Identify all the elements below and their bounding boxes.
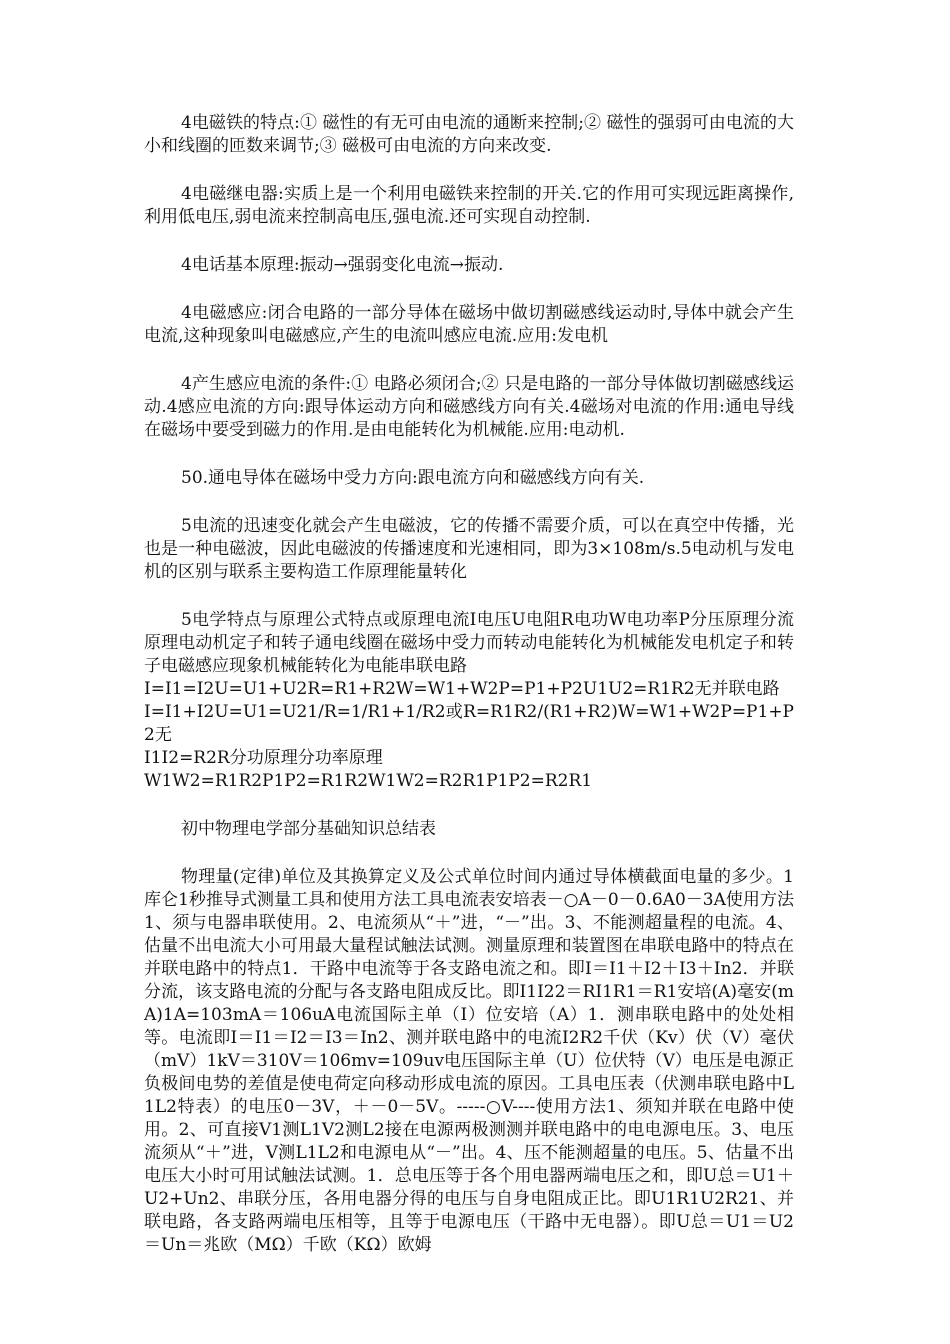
formula-power-line: I1I2=R2R分功原理分功率原理: [144, 748, 383, 768]
paragraph-electromagnet: 4电磁铁的特点:① 磁性的有无可由电流的通断来控制;② 磁性的强弱可由电流的大小和线圈的匝数来调节;③ 磁极可由电流的方向来改变.: [144, 113, 794, 156]
document-body: [144, 112, 794, 1282]
formula-ratio-line: W1W2=R1R2P1P2=R1R2W1W2=R2R1P1P2=R2R1: [144, 771, 593, 791]
paragraph-induction-conditions: 4产生感应电流的条件:① 电路必须闭合;② 只是电路的一部分导体做切割磁感线运动.4感应电流的方向:跟导体运动方向和磁感线方向有关.4磁场对电流的作用:通电导线在磁场中要受到磁力的作用.是由电能转化为机械能.应用:电动机.: [144, 374, 794, 440]
section-heading: 初中物理电学部分基础知识总结表: [181, 819, 436, 839]
formula-block: [144, 609, 794, 793]
paragraph-force-direction: 50.通电导体在磁场中受力方向:跟电流方向和磁感线方向有关.: [181, 468, 645, 488]
paragraph-electromagnetic-wave: 5电流的迅速变化就会产生电磁波，它的传播不需要介质，可以在真空中传播，光也是一种电磁波，因此电磁波的传播速度和光速相同，即为3×108m/s.5电动机与发电机的区别与联系主要构造工作原理能量转化: [144, 516, 794, 582]
formula-series-line: I=I1=I2U=U1+U2R=R1+R2W=W1+W2P=P1+P2U1U2=R1R2无并联电路: [144, 679, 780, 699]
paragraph-induction: 4电磁感应:闭合电路的一部分导体在磁场中做切割磁感线运动时,导体中就会产生电流,这种现象叫电磁感应,产生的电流叫感应电流.应用:发电机: [144, 303, 794, 346]
formula-parallel-line: I=I1+I2U=U1=U21/R=1/R1+1/R2或R=R1R2/(R1+R2)W=W1+W2P=P1+P2无: [144, 702, 794, 745]
formula-intro: 5电学特点与原理公式特点或原理电流I电压U电阻R电功W电功率P分压原理分流原理电动机定子和转子通电线圈在磁场中受力而转动电能转化为机械能发电机定子和转子电磁感应现象机械能转化为电能串联电路: [144, 610, 794, 676]
paragraph-relay: 4电磁继电器:实质上是一个利用电磁铁来控制的开关.它的作用可实现远距离操作,利用低电压,弱电流来控制高电压,强电流.还可实现自动控制.: [144, 184, 794, 227]
paragraph-telephone: 4电话基本原理:振动→强弱变化电流→振动.: [181, 255, 504, 275]
paragraph-summary-table: 物理量(定律)单位及其换算定义及公式单位时间内通过导体横截面电量的多少。1库仑1秒推导式测量工具和使用方法工具电流表安培表－○A－0－0.6A0－3A使用方法1、须与电器串联使用。2、电流须从“＋”进，“－”出。3、不能测超量程的电流。4、估量不出电流大小可用最大量程试触法试测。测量原理和装置图在串联电路中的特点在并联电路中的特点1．干路中电流等于各支路电流之和。即I＝I1＋I2＋I3＋In2．并联分流，该支路电流的分配与各支路电阻成反比。即I1I22＝RI1R1＝R1安培(A)毫安(mA)1A=103mA＝106uA电流国际主单（I）位安培（A）1．测串联电路中的处处相等。电流即I＝I1＝I2＝I3＝In2、测并联电路中的电流I2R2千伏（Kv）伏（V）毫伏（mV）1kV＝310V＝106mv=109uv电压国际主单（U）位伏特（V）电压是电源正负极间电势的差值是使电荷定向移动形成电流的原因。工具电压表（伏测串联电路中L1L2特表）的电压0－3V，＋－0－5V。-----○V----使用方法1、须知并联在电路中使用。2、可直接V1测L1V2测L2接在电源两极测测并联电路中的电电源电压。3、电压流须从“＋”进，V测L1L2和电源电从“－”出。4、压不能测超量的电压。5、估量不出电压大小时可用试触法试测。1．总电压等于各个用电器两端电压之和，即U总＝U1＋U2+Un2、串联分压，各用电器分得的电压与自身电阻成正比。即U1R1U2R21、并联电路，各支路两端电压相等，且等于电源电压（干路中无电器）。即U总＝U1＝U2＝Un＝兆欧（MΩ）千欧（KΩ）欧姆: [144, 867, 794, 1255]
